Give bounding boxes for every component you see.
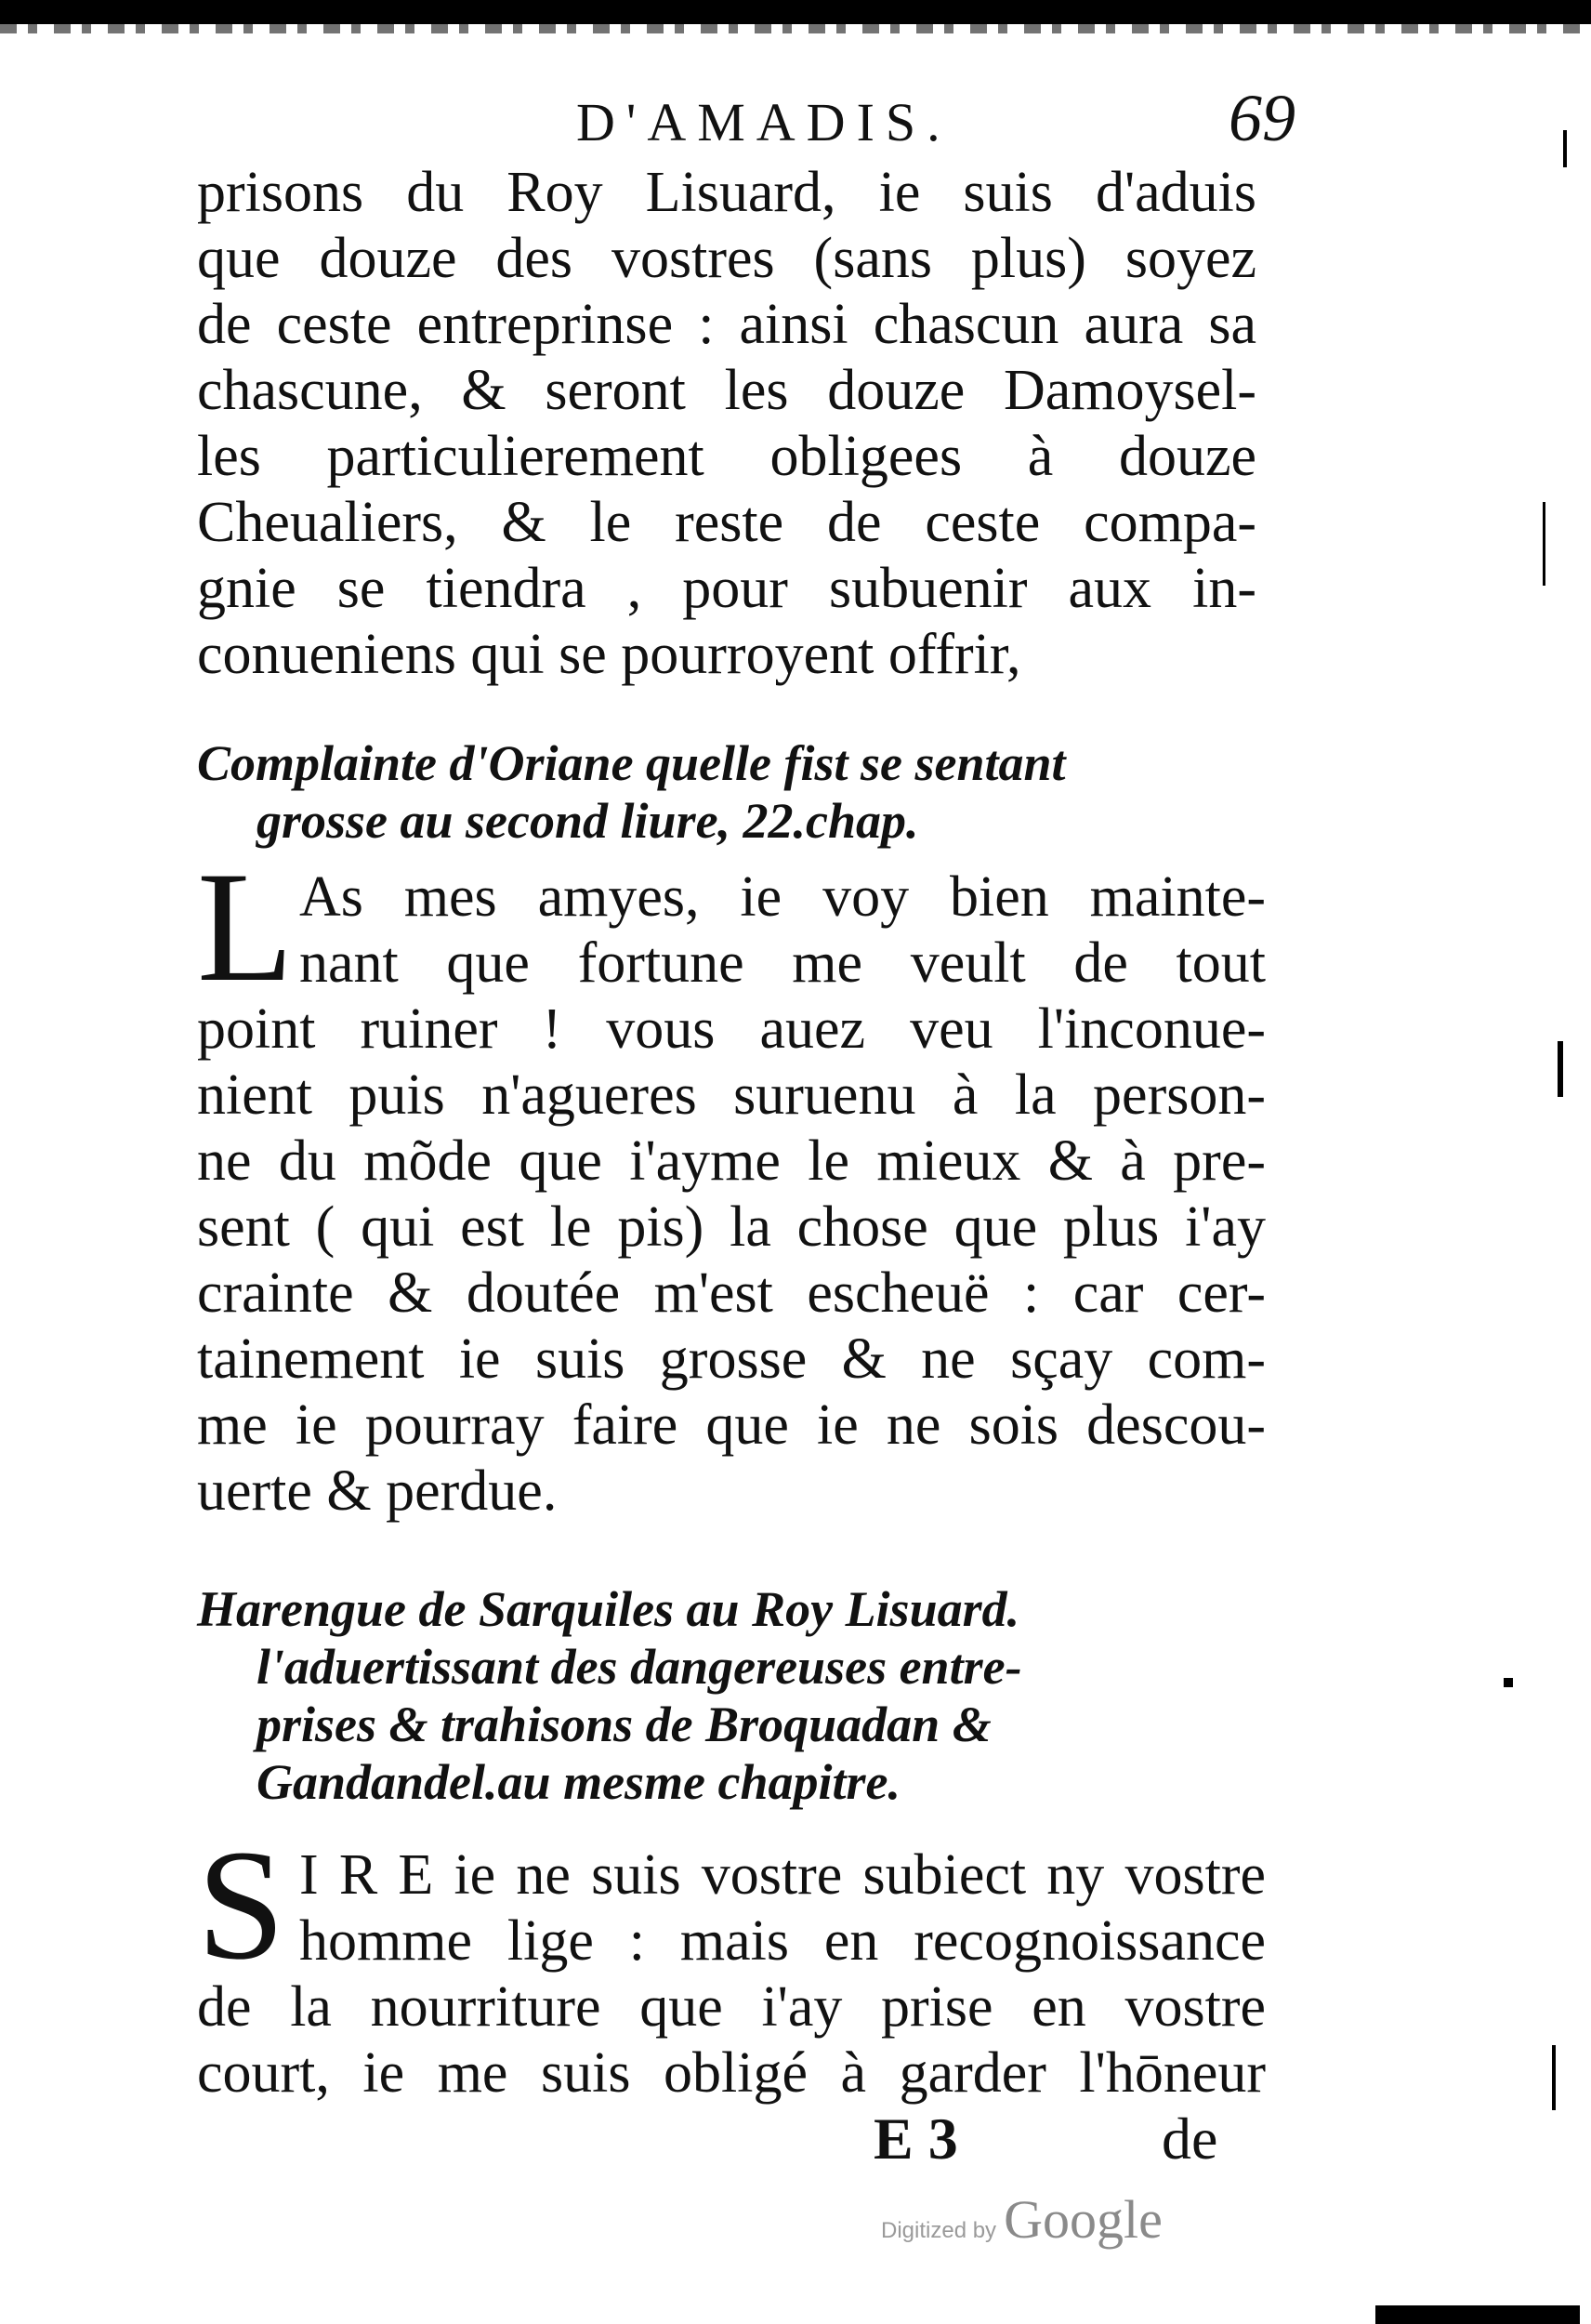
running-head: D'AMADIS. <box>576 92 952 152</box>
text-line: gnie se tiendra , pour subuenir aux in- <box>197 557 1256 620</box>
text-line: sent ( qui est le pis) la chose que plus i'ay <box>197 1195 1266 1259</box>
heading-line: prises & trahisons de Broquadan & <box>256 1697 992 1752</box>
text-line: les particulierement obligees à douze <box>197 425 1256 488</box>
text-line: homme lige : mais en recognoissance <box>299 1909 1266 1973</box>
heading-line: l'aduertissant des dangereuses entre- <box>256 1639 1022 1695</box>
text-line: I R E ie ne suis vostre subiect ny vostre <box>299 1843 1266 1907</box>
text-line: tainement ie suis grosse & ne sçay com- <box>197 1327 1266 1391</box>
margin-speck <box>1543 502 1545 586</box>
text-line: conueniens qui se pourroyent offrir, <box>197 623 1021 686</box>
heading-line: Gandandel.au mesme chapitre. <box>256 1754 901 1810</box>
text-line: point ruiner ! vous auez veu l'inconue- <box>197 997 1266 1061</box>
watermark-brand: Google <box>1004 2189 1163 2250</box>
heading-line: grosse au second liure, 22.chap. <box>256 793 919 849</box>
text-line: que douze des vostres (sans plus) soyez <box>197 227 1256 290</box>
margin-speck <box>1558 1041 1563 1097</box>
text-line: prisons du Roy Lisuard, ie suis d'aduis <box>197 161 1256 224</box>
paragraph-continuation <box>197 160 1256 688</box>
top-border-ragged-edge <box>0 24 1591 33</box>
heading-line: Complainte d'Oriane quelle fist se sentant <box>197 735 1066 791</box>
paragraph-oriane-complaint <box>197 839 1266 1525</box>
text-line: court, ie me suis obligé à garder l'hōneur <box>197 2041 1266 2105</box>
margin-speck <box>1563 130 1567 167</box>
paragraph-sarquiles-speech <box>197 1817 1266 2106</box>
text-line: ne du mõde que i'ayme le mieux & à pre- <box>197 1129 1266 1193</box>
text-line: nient puis n'agueres suruenu à la person- <box>197 1063 1266 1127</box>
top-border-rule <box>0 0 1591 24</box>
page-footer-line <box>0 2105 1591 2179</box>
digitization-watermark <box>881 2188 1163 2251</box>
heading-line: Harengue de Sarquiles au Roy Lisuard. <box>197 1581 1020 1637</box>
section-heading-sarquiles <box>197 1580 1266 1811</box>
text-line: chascune, & seront les douze Damoysel- <box>197 359 1256 422</box>
margin-speck <box>1552 2045 1556 2110</box>
watermark-prefix: Digitized by <box>881 2218 997 2243</box>
text-line: de ceste entreprinse : ainsi chascun aura sa <box>197 293 1256 356</box>
drop-cap-letter: S <box>197 1817 285 1992</box>
drop-cap-letter: L <box>197 839 294 1014</box>
margin-speck <box>1375 2305 1580 2324</box>
page-number: 69 <box>1229 81 1295 155</box>
catchword: de <box>1162 2106 1218 2172</box>
text-line: me ie pourray faire que ie ne sois descou- <box>197 1393 1266 1457</box>
text-line: Cheualiers, & le reste de ceste compa- <box>197 491 1256 554</box>
text-line: As mes amyes, ie voy bien mainte- <box>299 865 1266 929</box>
text-line: uerte & perdue. <box>197 1459 558 1523</box>
text-line: crainte & doutée m'est escheuë : car cer- <box>197 1261 1266 1325</box>
text-line: nant que fortune me veult de tout <box>299 931 1266 995</box>
signature-mark: E 3 <box>874 2106 958 2172</box>
margin-speck <box>1504 1678 1513 1687</box>
section-heading-oriane <box>197 734 1266 850</box>
text-line: de la nourriture que i'ay prise en vostre <box>197 1975 1266 2039</box>
